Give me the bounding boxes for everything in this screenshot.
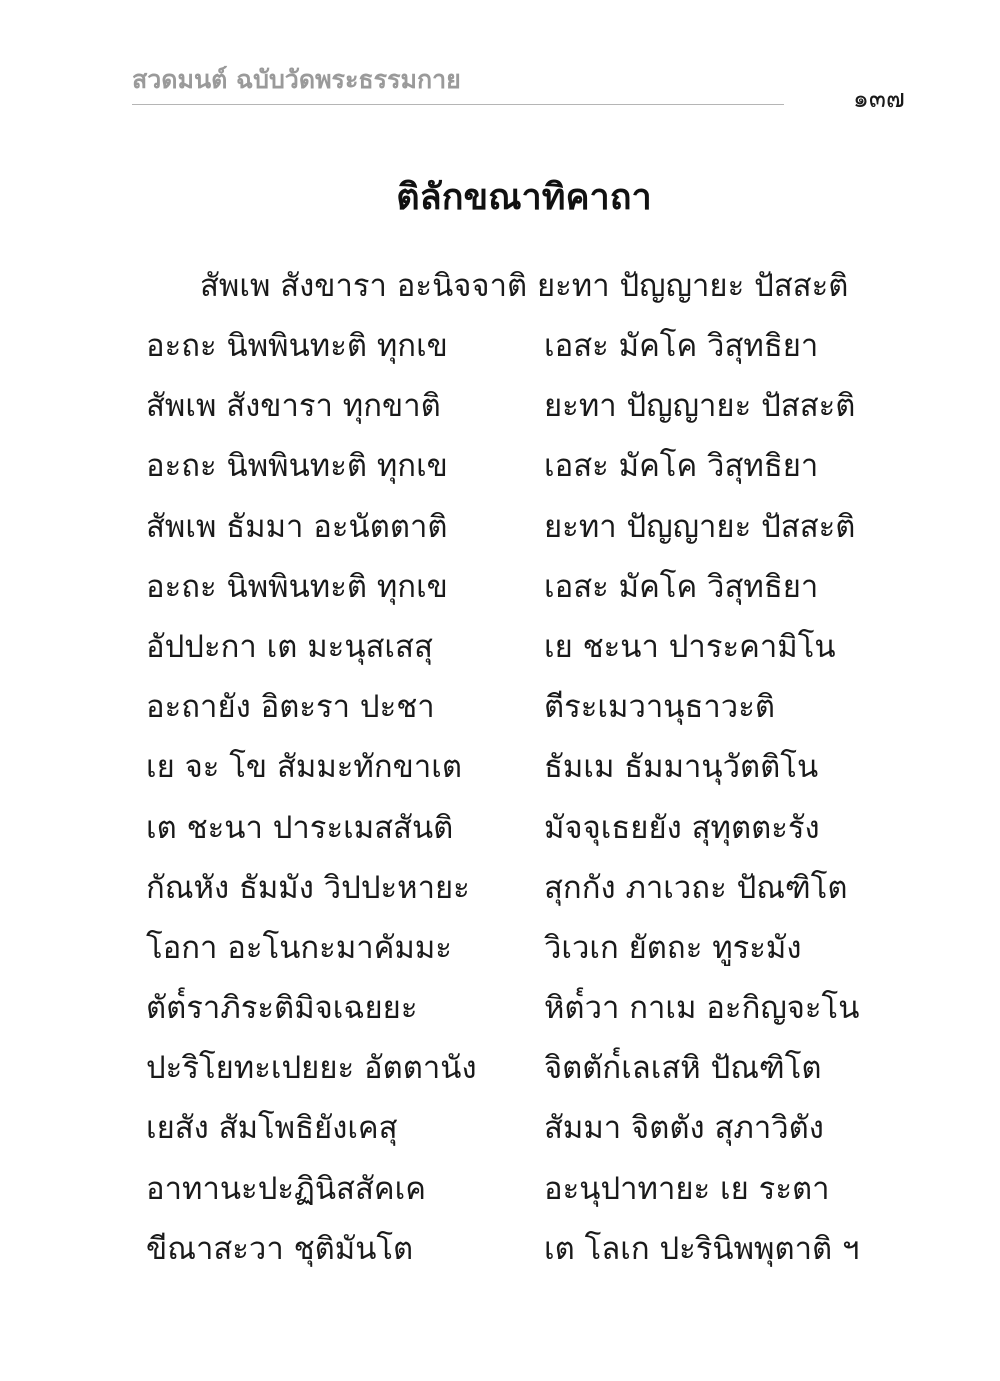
verse-right: มัจจุเธยยัง สุทุตตะรัง xyxy=(544,809,820,846)
verse-right: หิต๎วา กาเม อะกิญจะโน xyxy=(544,990,860,1027)
verse-row xyxy=(146,561,906,621)
verse-right: เอสะ มัคโค วิสุทธิยา xyxy=(544,448,819,485)
verse-row xyxy=(146,982,906,1042)
verse-left: สัพเพ สังขารา ทุกขาติ xyxy=(146,388,441,425)
running-header xyxy=(132,58,784,105)
book-title: สวดมนต์ ฉบับวัดพระธรรมกาย xyxy=(132,65,461,94)
verse-left: โอกา อะโนกะมาคัมมะ xyxy=(146,929,452,966)
verse-row xyxy=(146,681,906,741)
verse-left: อะถะ นิพพินทะติ ทุกเข xyxy=(146,328,448,364)
verse-right: สัมมา จิตตัง สุภาวิตัง xyxy=(544,1110,824,1147)
verse-right: เอสะ มัคโค วิสุทธิยา xyxy=(544,568,819,605)
verse-row xyxy=(146,1163,906,1223)
verse-row xyxy=(146,621,906,681)
verse-row xyxy=(146,862,906,922)
verse-row xyxy=(146,1102,906,1162)
verse-right: เอสะ มัคโค วิสุทธิยา xyxy=(544,328,819,364)
verse-row xyxy=(146,440,906,500)
verse-left: อะถะ นิพพินทะติ ทุกเข xyxy=(146,448,448,485)
verse-row xyxy=(146,501,906,561)
verse-left: เต ชะนา ปาระเมสสันติ xyxy=(146,809,454,846)
verse-right: เย ชะนา ปาระคามิโน xyxy=(544,628,836,665)
verse-row xyxy=(146,922,906,982)
verse-left: สัพเพ ธัมมา อะนัตตาติ xyxy=(146,508,448,545)
intro-verse-line: สัพเพ สังขารา อะนิจจาติ ยะทา ปัญญายะ ปัสสะติ xyxy=(200,268,849,304)
verse-left: อาทานะปะฏินิสสัคเค xyxy=(146,1170,426,1207)
verse-left: เยสัง สัมโพธิยังเคสุ xyxy=(146,1110,398,1147)
verse-right: วิเวเก ยัตถะ ทูระมัง xyxy=(544,929,802,966)
verse-right: ยะทา ปัญญายะ ปัสสะติ xyxy=(544,388,856,425)
verse-right: ตีระเมวานุธาวะติ xyxy=(544,689,775,726)
verse-left: กัณหัง ธัมมัง วิปปะหายะ xyxy=(146,869,470,906)
verse-right: เต โลเก ปะรินิพพุตาติ ฯ xyxy=(544,1230,860,1267)
verse-row xyxy=(146,380,906,440)
verse-left: ขีณาสะวา ชุติมันโต xyxy=(146,1230,414,1267)
verse-left: อะถายัง อิตะรา ปะชา xyxy=(146,689,435,726)
verse-row xyxy=(146,320,906,380)
verse-row xyxy=(146,741,906,801)
verse-row xyxy=(146,1223,906,1283)
verse-left: อัปปะกา เต มะนุสเสสุ xyxy=(146,628,433,665)
chant-title: ติลักขณาทิคาถา xyxy=(396,177,652,218)
verse-row xyxy=(146,1042,906,1102)
verse-left: เย จะ โข สัมมะทักขาเต xyxy=(146,749,462,786)
verse-left: อะถะ นิพพินทะติ ทุกเข xyxy=(146,568,448,605)
verse-left: ตัต๎ราภิระติมิจเฉยยะ xyxy=(146,990,418,1027)
verse-right: ยะทา ปัญญายะ ปัสสะติ xyxy=(544,508,856,545)
verse-right: จิตตัก๎เลเสหิ ปัณฑิโต xyxy=(544,1050,822,1087)
verse-right: อะนุปาทายะ เย ระตา xyxy=(544,1170,830,1207)
verse-right: ธัมเม ธัมมานุวัตติโน xyxy=(544,749,819,786)
verse-list xyxy=(146,320,906,1283)
page-number: ๑๓๗ xyxy=(853,84,905,113)
verse-left: ปะริโยทะเปยยะ อัตตานัง xyxy=(146,1050,477,1087)
verse-right: สุกกัง ภาเวถะ ปัณฑิโต xyxy=(544,869,848,906)
verse-row xyxy=(146,802,906,862)
